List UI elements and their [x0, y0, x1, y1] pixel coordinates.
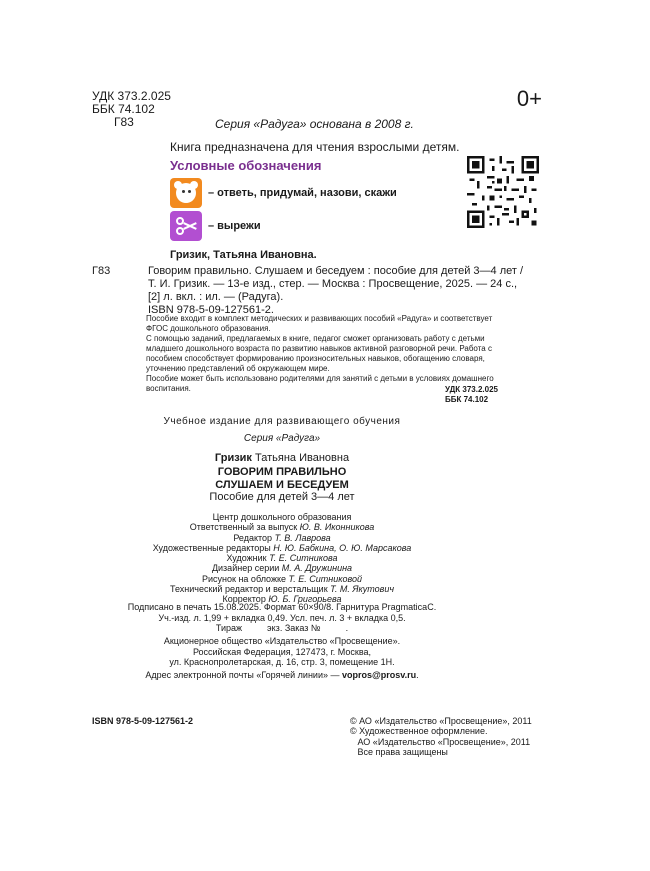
publisher-address [92, 636, 472, 668]
age-rating: 0+ [516, 86, 542, 111]
author-mark-code: Г83 [114, 115, 134, 129]
copyright-line: © АО «Издательство «Просвещение», 2011 [350, 716, 532, 726]
publisher-line: ул. Краснопролетарская, д. 16, стр. 3, помещение 1Н. [169, 657, 395, 667]
publisher-line: Акционерное общество «Издательство «Просвещение». [163, 636, 401, 646]
abstract-paragraph: Пособие входит в комплект методических и развивающих пособий «Радуга» и соответствует ФГОС дошкольного образования. [146, 314, 493, 333]
catalog-code: Г83 [92, 265, 111, 277]
bbk-code: ББК 74.102 [445, 395, 489, 404]
legend-label-cut: – вырежи [208, 220, 261, 232]
header-codes [92, 90, 171, 129]
hotline-email: Адрес электронной почты «Горячей линии» — vopros@prosv.ru. [145, 670, 419, 680]
audience-note: Книга предназначена для чтения взрослыми детям. [170, 140, 460, 154]
catalog-isbn: ISBN 978-5-09-127561-2. [148, 304, 274, 316]
copyright-line: АО «Издательство «Просвещение», 2011 [350, 736, 531, 747]
bbk-code: ББК 74.102 [92, 102, 155, 116]
catalog-description [148, 265, 532, 317]
bear-face-icon [170, 178, 202, 208]
title-line: СЛУШАЕМ И БЕСЕДУЕМ [215, 479, 349, 491]
credit-line: Центр дошкольного образования [212, 512, 352, 522]
catalog-line: Т. И. Гризик. — 13-е изд., стер. — Москва : Просвещение, 2025. — 24 с., [148, 278, 518, 290]
series-note: Серия «Радуга» основана в 2008 г. [215, 117, 414, 131]
author-name: Татьяна Ивановна [255, 452, 350, 464]
print-line: Подписано в печать 15.08.2025. Формат 60×90/8. Гарнитура PragmaticaC. [127, 602, 437, 612]
abstract-paragraph: Пособие может быть использовано родителями для занятий с детьми в условиях домашнего воспитания. [146, 374, 494, 393]
title-line: ГОВОРИМ ПРАВИЛЬНО [217, 466, 347, 478]
legend-label-answer: – ответь, придумай, назови, скажи [208, 187, 397, 199]
catalog-card [92, 249, 532, 317]
legend-item-cut [170, 211, 261, 241]
print-details [92, 602, 472, 634]
qr-code[interactable] [467, 156, 539, 228]
catalog-line: Говорим правильно. Слушаем и беседуем : пособие для детей 3—4 лет / [148, 265, 524, 277]
edition-type: Учебное издание для развивающего обучения [163, 416, 401, 427]
udk-code: УДК 373.2.025 [92, 89, 171, 103]
abstract [146, 314, 514, 394]
catalog-author: Гризик, Татьяна Ивановна. [170, 249, 317, 261]
legend-item-answer [170, 178, 397, 208]
credit-line: Художественные редакторы Н. Ю. Бабкина, О. Ю. Марсакова [152, 542, 412, 553]
publisher-line: Российская Федерация, 127473, г. Москва, [192, 646, 372, 657]
abstract-paragraph: С помощью заданий, предлагаемых в книге, педагог сможет организовать работу с детьми младшего дошкольного возраста по развитию навыков активной разговорной речи. Работа с пособием способствует формированию произносительных навыков, обогащению словаря, уточнению представлений об окружающем мире. [146, 334, 492, 373]
credit-line: Рисунок на обложке Т. Е. Ситниковой [202, 573, 362, 584]
udk-code: УДК 373.2.025 [445, 385, 498, 394]
catalog-line: [2] л. вкл. : ил. — (Радуга). [148, 291, 284, 303]
credit-line: Технический редактор и верстальщик Т. М. Якутович [169, 584, 395, 595]
scissors-icon [170, 211, 202, 241]
udk-bottom [445, 385, 498, 405]
email-link[interactable]: vopros@prosv.ru [341, 670, 417, 680]
copyright-line: Все права защищены [350, 746, 448, 757]
print-line: Тираж экз. Заказ № . [215, 623, 349, 633]
credit-line: Художник Т. Е. Ситникова [226, 553, 338, 564]
book-subtitle: Пособие для детей 3—4 лет [209, 491, 355, 503]
copyright-block [350, 716, 532, 757]
book-title [92, 466, 472, 492]
credit-line: Ответственный за выпуск Ю. В. Иконникова [189, 522, 375, 533]
copyright-line: © Художественное оформление. [350, 726, 488, 737]
colophon-author [92, 452, 472, 464]
legend-title: Условные обозначения [170, 158, 322, 173]
author-surname: Гризик [214, 452, 252, 464]
credits-list [92, 512, 472, 605]
print-line: Уч.-изд. л. 1,99 + вкладка 0,49. Усл. печ. л. 3 + вкладка 0,5. [158, 612, 406, 623]
credit-line: Корректор Ю. Б. Григорьева [222, 594, 342, 605]
email-label: Адрес электронной почты «Горячей линии» — [145, 670, 342, 680]
isbn-footer: ISBN 978-5-09-127561-2 [92, 716, 194, 726]
series-name: Серия «Радуга» [243, 433, 321, 444]
credit-line: Редактор Т. В. Лаврова [233, 532, 331, 543]
credit-line: Дизайнер серии М. А. Дружинина [211, 563, 353, 574]
